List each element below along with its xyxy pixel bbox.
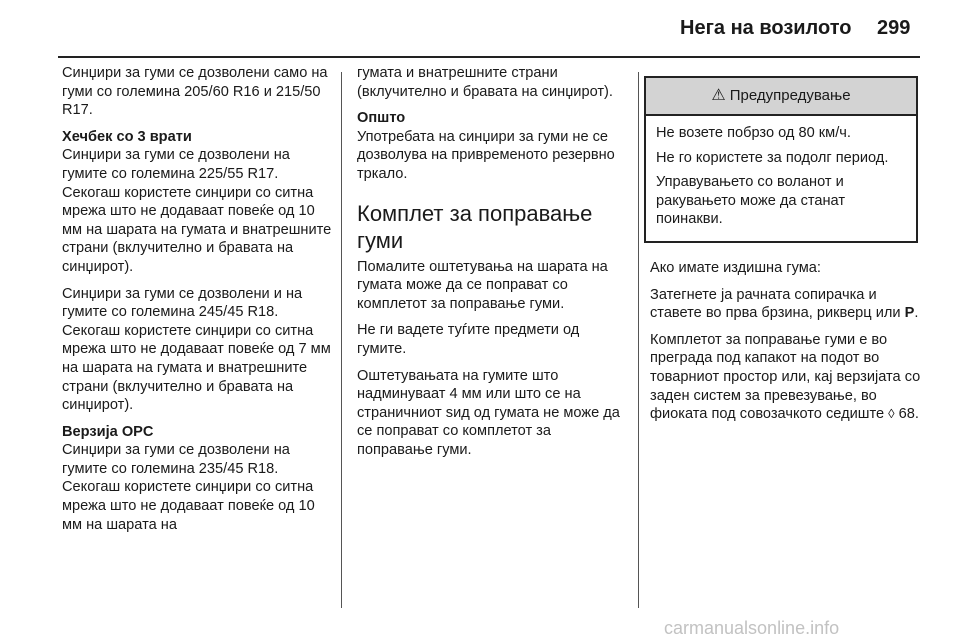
paragraph: Синџири за гуми се дозволени на гумите со големина 225/55 R17. Секогаш користете синџири со ситна мрежа што не додаваат повеќе од 10 мм на шарата на гумата и внатрешните страни (вклучително и бравата на синџирот). (62, 147, 332, 275)
watermark: carmanualsonline.info (664, 618, 840, 638)
page-number: 299 (877, 17, 911, 39)
column-left (62, 64, 337, 542)
warning-title: Предупредување (729, 86, 851, 104)
paragraph: Не ги вадете туѓите предмети од гумите. (357, 322, 580, 357)
warning-text: Не возете побрзо од 80 км/ч. (656, 125, 851, 141)
section-heading-repair-kit: Комплет за поправање гуми (357, 200, 593, 253)
subheading-general: Општо (357, 110, 406, 127)
column-right (650, 64, 925, 432)
page-header (0, 0, 960, 60)
intro-paragraph: Синџири за гуми се дозволени само на гуми со големина 205/60 R16 и 215/50 R17. (62, 65, 328, 119)
paragraph: Синџири за гуми се дозволени и на гумите со големина 245/45 R18. Секогаш користете синџири со ситна мрежа што не додаваат повеќе од 7 мм на шарата на гумата и внатрешните страни (вклучително и бравата на синџирот). (62, 285, 331, 414)
paragraph: Синџири за гуми се дозволени на гумите со големина 235/45 R18. Секогаш користете синџири со ситна мрежа што не додаваат повеќе од 10 мм на шарата на (62, 442, 315, 533)
warning-text: Не го користете за подолг период. (656, 149, 889, 166)
text: Комплетот за поправање гуми е во преграда под капакот на подот во товарниот простор или, кај верзијата со заден систем за превезување, во фиоката под совозачкото седиште (650, 331, 921, 423)
paragraph (650, 286, 925, 323)
gear-p-label: P (904, 305, 915, 322)
text: Затегнете ја рачната сопирачка и ставете во прва брзина, рикверц или (650, 286, 905, 322)
page-title: Нега на возилото (680, 17, 852, 39)
header-divider (58, 56, 920, 58)
subheading-hatchback: Хечбек со 3 врати (62, 128, 192, 145)
subheading-opc: Верзија OPC (62, 423, 154, 440)
column-divider (638, 72, 639, 608)
warning-triangle-icon: ⚠ (711, 86, 726, 104)
warning-body (646, 116, 916, 241)
paragraph: Оштетувањата на гумите што надминуваат 4 мм или што се на страничниот ѕид од гумата не може да се поправат со комплетот за поправање гуми. (357, 367, 620, 458)
paragraph: Ако имате издишна гума: (650, 259, 821, 276)
section-opc (62, 423, 337, 535)
warning-text: Управувањето со воланот и ракувањето може да станат поинакви. (656, 174, 846, 228)
warning-header (646, 78, 916, 116)
text: . (914, 305, 919, 322)
paragraph (650, 331, 925, 424)
paragraph-continuation: гумата и внатрешните страни (вклучително и бравата на синџирот). (357, 65, 613, 100)
paragraph: Помалите оштетувања на шарата на гумата може да се поправат со комплетот за поправање гуми. (357, 258, 608, 312)
page-reference[interactable]: 68. (894, 406, 919, 423)
column-middle (357, 64, 629, 468)
section-hatchback (62, 128, 337, 415)
column-divider (341, 72, 342, 608)
paragraph: Употребата на синџири за гуми не се дозволува на привременото резервно тркало. (357, 128, 615, 182)
reference-arrow-icon: ◊ (888, 406, 895, 422)
warning-box (644, 76, 918, 243)
section-general (357, 109, 629, 183)
